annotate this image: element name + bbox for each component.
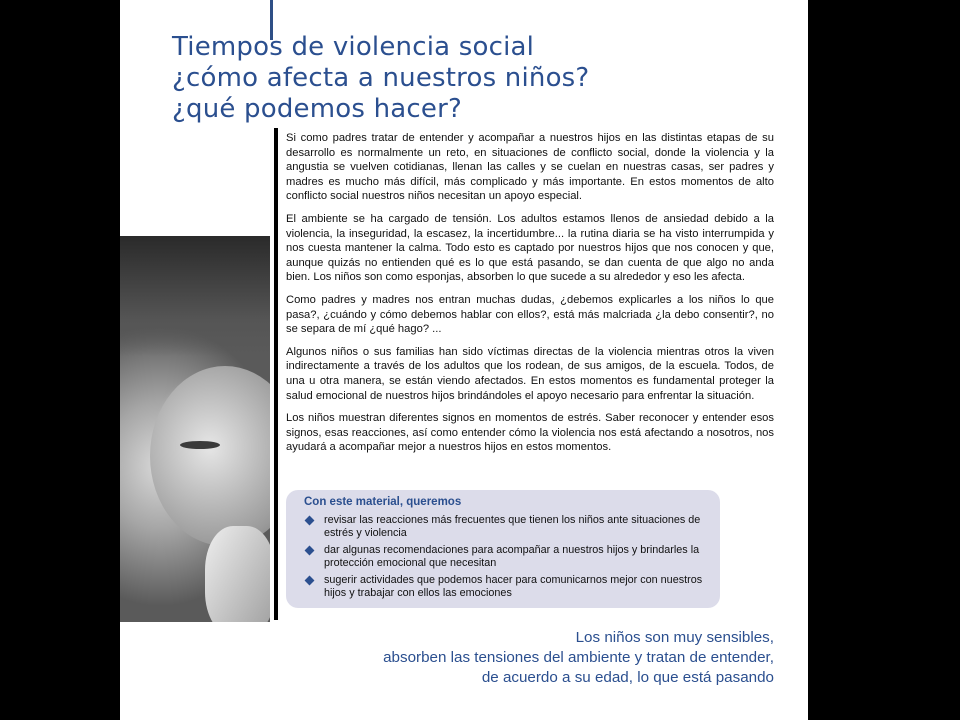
paragraph-4: Algunos niños o sus familias han sido víctimas directas de la violencia mientras otros la viven indirectamente a través de los adultos que los rodean, de sus amigos, de la escuela. Todos, de una u otra manera, se están viendo afectados. En estos momentos es fundamental proteger la salud emocional de nuestros hijos brindándoles el apoyo necesario para enfrentar la situación. bbox=[286, 345, 774, 402]
list-item-text: dar algunas recomendaciones para acompañar a nuestros hijos y brindarles la protección emocional que necesitan bbox=[324, 544, 700, 569]
body-text bbox=[286, 131, 774, 463]
title-line-3: ¿qué podemos hacer? bbox=[172, 94, 462, 124]
mother-child-photo bbox=[120, 236, 270, 622]
objectives-box bbox=[286, 490, 720, 608]
objectives-heading: Con este material, queremos bbox=[304, 496, 462, 508]
page-title bbox=[172, 32, 772, 125]
pull-quote bbox=[214, 628, 774, 688]
vertical-rule bbox=[274, 128, 278, 620]
list-item bbox=[304, 544, 714, 570]
quote-line-1: Los niños son muy sensibles, bbox=[575, 629, 774, 646]
paragraph-2: El ambiente se ha cargado de tensión. Los adultos estamos llenos de ansiedad debido a la violencia, la inseguridad, la escasez, la incertidumbre... la rutina diaria se ha visto interrumpida y nos cuesta mantener la calma. Todo esto es captado por nuestros hijos que nos conocen y que, aunque quizás no entienden qué es lo que está pasando, se dan cuenta de que algo no anda bien. Los niños son como esponjas, absorben lo que sucede a su alrededor y eso les afecta. bbox=[286, 212, 774, 284]
diamond-bullet-icon bbox=[305, 546, 315, 556]
paragraph-3: Como padres y madres nos entran muchas dudas, ¿debemos explicarles a los niños lo que pasa?, ¿cuándo y cómo debemos hablar con ellos?, está más malcriada ¿la debo consentir?, no se separa de mí ¿qué hago? ... bbox=[286, 293, 774, 336]
diamond-bullet-icon bbox=[305, 516, 315, 526]
document-page bbox=[120, 0, 808, 720]
paragraph-5: Los niños muestran diferentes signos en momentos de estrés. Saber reconocer y entender esos signos, esas reacciones, así como entender cómo la violencia nos está afectando a nosotros, nos ayudará a acompañar mejor a nuestros hijos en estos momentos. bbox=[286, 412, 774, 454]
title-line-2: ¿cómo afecta a nuestros niños? bbox=[172, 63, 590, 93]
list-item-text: sugerir actividades que podemos hacer para comunicarnos mejor con nuestros hijos y trabajar con ellos las emociones bbox=[324, 574, 703, 599]
list-item-text: revisar las reacciones más frecuentes que tienen los niños ante situaciones de estrés y violencia bbox=[324, 514, 701, 539]
photo-face-shade bbox=[150, 366, 270, 546]
quote-line-3: de acuerdo a su edad, lo que está pasando bbox=[481, 669, 774, 686]
diamond-bullet-icon bbox=[305, 576, 315, 586]
photo-eye-shade bbox=[180, 441, 220, 449]
paragraph-1: Si como padres tratar de entender y acompañar a nuestros hijos en las distintas etapas de su desarrollo es normalmente un reto, en situaciones de conflicto social, donde la violencia y la angustia se vuelven cotidianas, llenan las calles y se cuelan en nuestras casas, ser padres y madres es mucho más difícil, más complicado y más importante. En estos momentos de alto conflicto social nuestros niños necesitan un apoyo especial. bbox=[286, 132, 774, 203]
title-line-1: Tiempos de violencia social bbox=[172, 32, 535, 62]
photo-hand-shade bbox=[205, 526, 270, 622]
objectives-list bbox=[304, 514, 714, 604]
list-item bbox=[304, 514, 714, 540]
quote-line-2: absorben las tensiones del ambiente y tratan de entender, bbox=[383, 649, 774, 666]
photo-hair-shade bbox=[120, 236, 270, 356]
list-item bbox=[304, 574, 714, 600]
